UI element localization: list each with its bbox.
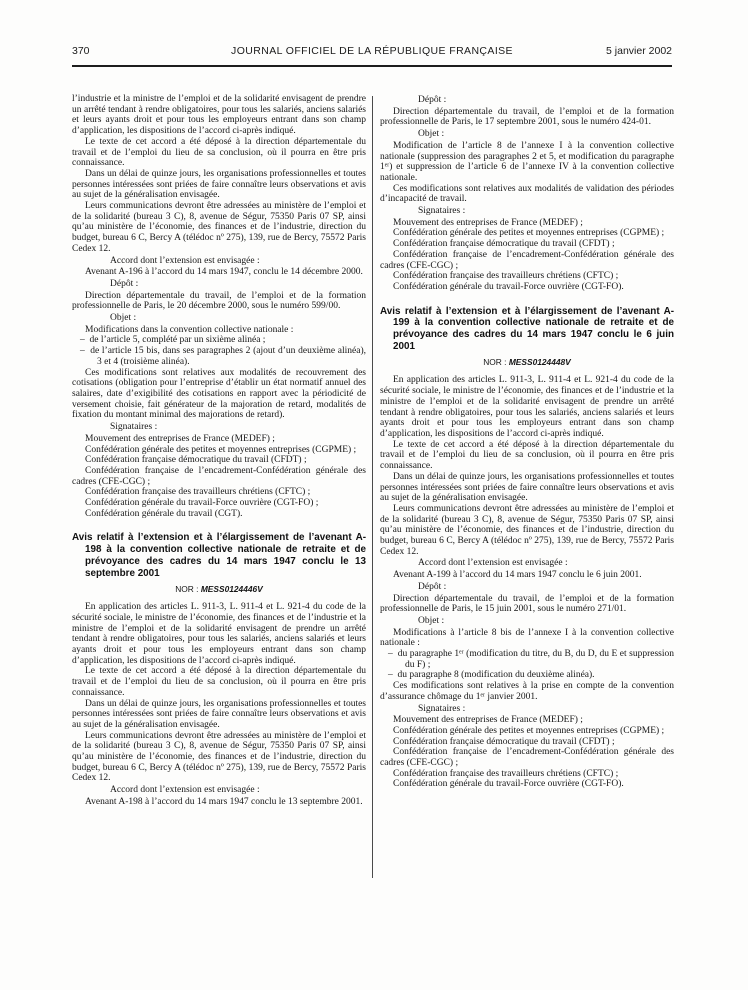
nor-line (72, 584, 366, 594)
paragraph: Confédération française de l’encadrement-Confédération générale des cadres (CFE-CGC) ; (380, 747, 674, 769)
paragraph: Avenant A-196 à l’accord du 14 mars 1947, conclu le 14 décembre 2000. (85, 267, 363, 278)
paragraph: Confédération française des travailleurs chrétiens (CFTC) ; (393, 768, 619, 779)
paragraph: Mouvement des entreprises de France (MEDEF) ; (85, 433, 275, 444)
section-label: Objet : (418, 615, 445, 626)
paragraph: Dans un délai de quinze jours, les organisations professionnelles et toutes personnes intéressées sont priées de faire connaître leurs observations et avis au sujet de la généralisation envisagée. (380, 471, 674, 504)
section-label: Signataires : (418, 206, 466, 217)
paragraph: Confédération française de l’encadrement-Confédération générale des cadres (CFE-CGC) ; (380, 249, 674, 271)
paragraph: Leurs communications devront être adressées au ministère de l’emploi et de la solidarité (bureau 3 C), 8, avenue de Ségur, 75350 Paris 07 SP, ainsi qu’au ministère de l’économie, des finances et de l’industrie, direction du budget, bureau 6 C, Bercy A (télédoc nº 275), 139, rue de Bercy, 75572 Paris Cedex 12. (72, 201, 366, 254)
paragraph: Confédération française démocratique du travail (CFDT) ; (393, 736, 615, 747)
column-divider (372, 96, 373, 878)
right-column (380, 94, 674, 808)
paragraph: Modification de l’article 8 de l’annexe I à la convention collective nationale (suppression des paragraphes 2 et 5, et modification du paragraphe 1ᵉʳ) et suppression de l’article 6 de l’annexe IV à la convention collective nationale. (380, 140, 674, 183)
nor-label: NOR : (175, 584, 201, 595)
paragraph: Mouvement des entreprises de France (MEDEF) ; (393, 715, 583, 726)
paragraph: Confédération générale du travail-Force ouvrière (CGT-FO) ; (85, 498, 319, 509)
paragraph: Direction départementale du travail, de l’emploi et de la formation professionnelle de Paris, le 15 juin 2001, sous le numéro 271/01. (380, 593, 674, 615)
list-item: – du paragraphe 8 (modification du deuxième alinéa). (380, 670, 674, 681)
page-header (72, 44, 672, 60)
paragraph: Confédération française de l’encadrement-Confédération générale des cadres (CFE-CGC) ; (72, 465, 366, 487)
paragraph: En application des articles L. 911-3, L. 911-4 et L. 921-4 du code de la sécurité sociale, le ministre de l’économie, des finances et de l’industrie et la ministre de l’emploi et de la solidarité envisagent de prendre un arrêté tendant à rendre obligatoires, pour tous les salariés, anciens salariés et leurs ayants droit et pour tous les employeurs entrant dans son champ d’application, les dispositions de l’accord ci-après indiqué. (72, 602, 366, 666)
paragraph: Ces modifications sont relatives à la prise en compte de la convention d’assurance chômage du 1ᵉʳ janvier 2001. (380, 681, 674, 702)
section-label: Dépôt : (418, 581, 447, 592)
nor-value: MESS0124448V (508, 357, 571, 368)
paragraph: Confédération générale du travail-Force ouvrière (CGT-FO). (393, 779, 624, 790)
nor-line (380, 357, 674, 367)
paragraph: Modifications dans la convention collective nationale : (85, 324, 294, 335)
section-label: Signataires : (110, 422, 158, 433)
paragraph: En application des articles L. 911-3, L. 911-4 et L. 921-4 du code de la sécurité sociale, le ministre de l’économie, des finances et de l’industrie et la ministre de l’emploi et de la solidarité envisagent de prendre un arrêté tendant à rendre obligatoires, pour tous les salariés, anciens salariés et leurs ayants droit et pour tous les employeurs entrant dans son champ d’application, les dispositions de l’accord ci-après indiqué. (380, 375, 674, 439)
paragraph: Avenant A-199 à l’accord du 14 mars 1947 conclu le 6 juin 2001. (393, 570, 642, 581)
section-label: Objet : (418, 129, 445, 140)
list-item: – du paragraphe 1ᵉʳ (modification du titre, du B, du D, du E et suppression du F) ; (380, 649, 674, 670)
paragraph: Confédération générale des petites et moyennes entreprises (CGPME) ; (393, 228, 665, 239)
paragraph: Confédération française démocratique du travail (CFDT) ; (393, 239, 615, 250)
text-columns (72, 94, 674, 808)
article-title: Avis relatif à l’extension et à l’élargissement de l’avenant A-199 à la convention collective nationale de retraite et de prévoyance des cadres du 14 mars 1947 conclu le 6 juin 2001 (380, 305, 674, 352)
section-label: Accord dont l’extension est envisagée : (110, 785, 260, 796)
paragraph: Confédération générale du travail-Force ouvrière (CGT-FO). (393, 281, 624, 292)
page-number: 370 (72, 45, 90, 57)
paragraph: Modifications à l’article 8 bis de l’annexe I à la convention collective nationale : (380, 627, 674, 649)
header-rule (72, 65, 672, 67)
paragraph: Ces modifications sont relatives aux modalités de recouvrement des cotisations (obligation pour l’entreprise d’établir un état normatif annuel des salaires, date d’exigibilité des cotisations en rapport avec la périodicité de versement choisie, fait générateur de la majoration de retard, modalités de fixation du montant minimal des majorations de retard). (72, 367, 366, 421)
paragraph: Ces modifications sont relatives aux modalités de validation des périodes d’incapacité de travail. (380, 183, 674, 205)
paragraph: Confédération française des travailleurs chrétiens (CFTC) ; (393, 271, 619, 282)
section-label: Dépôt : (110, 278, 139, 289)
article-title: Avis relatif à l’extension et à l’élargissement de l’avenant A-198 à la convention collective nationale de retraite et de prévoyance des cadres du 14 mars 1947 conclu le 13 septembre 2001 (72, 532, 366, 579)
nor-label: NOR : (483, 357, 509, 368)
section-label: Objet : (110, 313, 137, 324)
section-label: Accord dont l’extension est envisagée : (418, 558, 568, 569)
paragraph: Le texte de cet accord a été déposé à la direction départementale du travail et de l’emploi du lieu de sa conclusion, où il pourra en être pris connaissance. (72, 666, 366, 698)
paragraph: Dans un délai de quinze jours, les organisations professionnelles et toutes personnes intéressées sont priées de faire connaître leurs observations et avis au sujet de la généralisation envisagée. (72, 698, 366, 730)
section-label: Dépôt : (418, 95, 447, 105)
paragraph: Confédération générale des petites et moyennes entreprises (CGPME) ; (85, 444, 357, 455)
list-item: – de l’article 5, complété par un sixième alinéa ; (72, 335, 366, 346)
paragraph: Leurs communications devront être adressées au ministère de l’emploi et de la solidarité (bureau 3 C), 8, avenue de Ségur, 75350 Paris 07 SP, ainsi qu’au ministère de l’économie, des finances et de l’industrie, direction du budget, bureau 6 C, Bercy A (télédoc nº 275), 139, rue de Bercy, 75572 Paris Cedex 12. (72, 730, 366, 784)
paragraph: Avenant A-198 à l’accord du 14 mars 1947 conclu le 13 septembre 2001. (85, 796, 363, 807)
paragraph: Confédération générale des petites et moyennes entreprises (CGPME) ; (393, 725, 665, 736)
paragraph: Confédération générale du travail (CGT). (85, 508, 243, 519)
left-column (72, 94, 366, 808)
paragraph: Mouvement des entreprises de France (MEDEF) ; (393, 217, 583, 228)
paragraph: Direction départementale du travail, de l’emploi et de la formation professionnelle de Paris, le 20 décembre 2000, sous le numéro 599/00. (72, 290, 366, 312)
nor-value: MESS0124446V (200, 584, 263, 595)
section-label: Signataires : (418, 703, 466, 714)
journal-title: JOURNAL OFFICIEL DE LA RÉPUBLIQUE FRANÇAISE (231, 45, 513, 57)
section-label: Accord dont l’extension est envisagée : (110, 255, 260, 266)
paragraph: Le texte de cet accord a été déposé à la direction départementale du travail et de l’emploi du lieu de sa conclusion, où il pourra en être pris connaissance. (72, 136, 366, 169)
paragraph: Confédération française démocratique du travail (CFDT) ; (85, 455, 307, 466)
paragraph: Le texte de cet accord a été déposé à la direction départementale du travail et de l’emploi du lieu de sa conclusion, où il pourra en être pris connaissance. (380, 439, 674, 472)
paragraph: Dans un délai de quinze jours, les organisations professionnelles et toutes personnes intéressées sont priées de faire connaître leurs observations et avis au sujet de la généralisation envisagée. (72, 168, 366, 201)
paragraph: Direction départementale du travail, de l’emploi et de la formation professionnelle de Paris, le 17 septembre 2001, sous le numéro 424-01. (380, 106, 674, 128)
paragraph: Confédération française des travailleurs chrétiens (CFTC) ; (85, 487, 311, 498)
paragraph: Leurs communications devront être adressées au ministère de l’emploi et de la solidarité (bureau 3 C), 8, avenue de Ségur, 75350 Paris 07 SP, ainsi qu’au ministère de l’économie, des finances et de l’industrie, direction du budget, bureau 6 C, Bercy A (télédoc nº 275), 139, rue de Bercy, 75572 Paris Cedex 12. (380, 503, 674, 557)
list-item: – de l’article 15 bis, dans ses paragraphes 2 (ajout d’un deuxième alinéa), 3 et 4 (troisième alinéa). (72, 346, 366, 367)
paragraph: l’industrie et la ministre de l’emploi et de la solidarité envisagent de prendre un arrêté tendant à rendre obligatoires, pour tous les salariés, anciens salariés et leurs ayants droit et pour tous les employeurs entrant dans son champ d’application, les dispositions de l’accord ci-après indiqué. (72, 94, 366, 137)
issue-date: 5 janvier 2002 (606, 45, 672, 57)
